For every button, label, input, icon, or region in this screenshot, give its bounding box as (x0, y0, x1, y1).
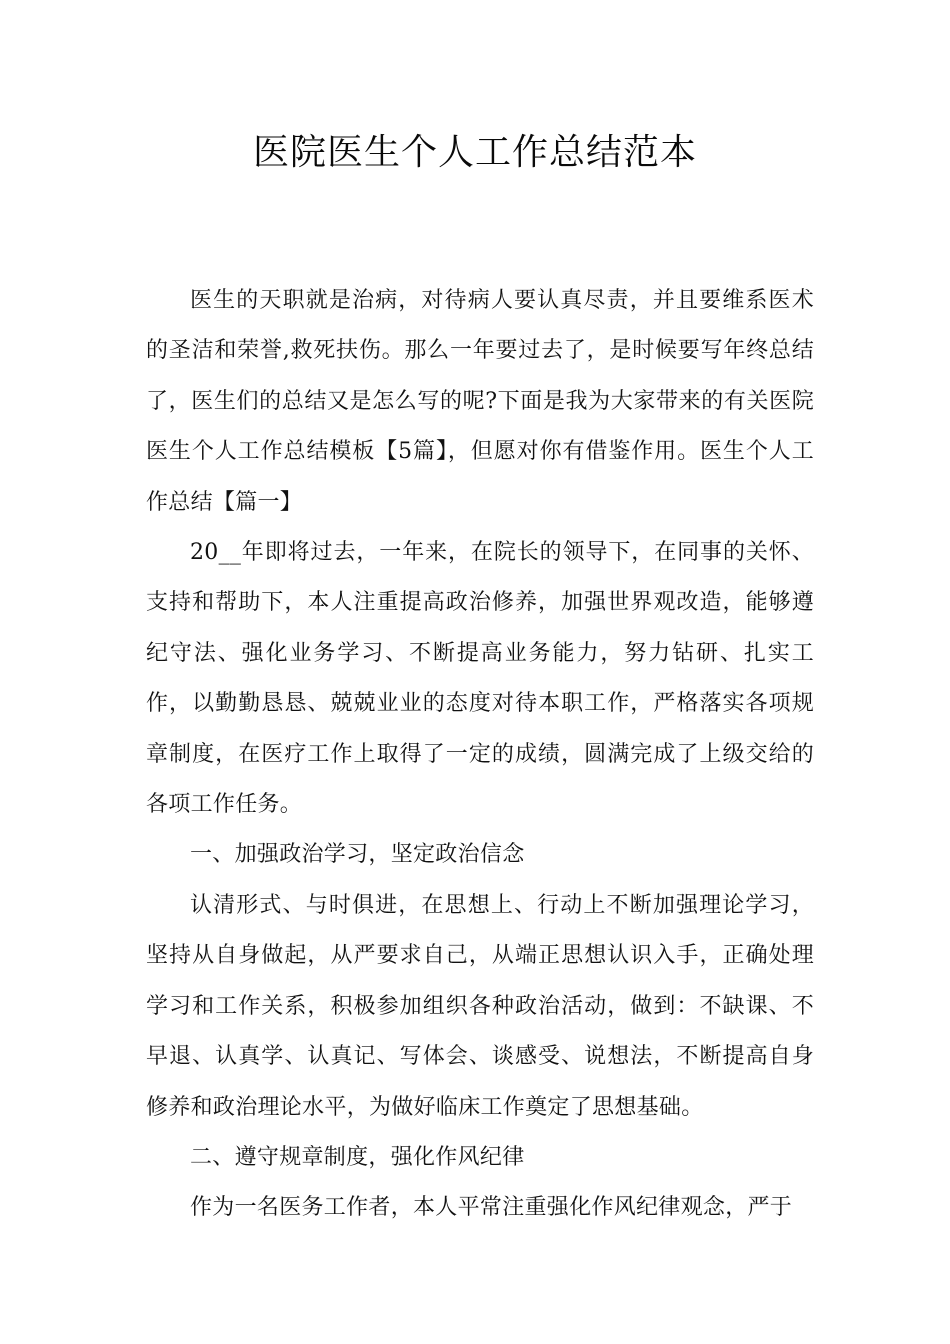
section-heading-rules-discipline: 二、遵守规章制度，强化作风纪律 (190, 1144, 525, 1170)
document-title: 医院医生个人工作总结范本 (252, 132, 697, 173)
paragraph-political-study: 认清形式、与时俱进，在思想上、行动上不断加强理论学习，坚持从自身做起，从严要求自己，从端正思想认识入手，正确处理学习和工作关系，积极参加组织各种政治活动，做到：不缺课、不早退、认真学、认真记、写体会、谈感受、说想法，不断提高自身修养和政治理论水平，为做好临床工作奠定了思想基础。 (146, 892, 814, 1120)
document-body (146, 276, 814, 1234)
paragraph-rules-discipline: 作为一名医务工作者，本人平常注重强化作风纪律观念，严于 (190, 1195, 793, 1221)
section-heading-political-study: 一、加强政治学习，坚定政治信念 (190, 842, 525, 868)
paragraph-intro: 医生的天职就是治病，对待病人要认真尽责，并且要维系医术的圣洁和荣誉,救死扶伤。那么一年要过去了，是时候要写年终总结了，医生们的总结又是怎么写的呢?下面是我为大家带来的有关医院医生个人工作总结模板【5篇】，但愿对你有借鉴作用。医生个人工作总结【篇一】 (146, 288, 814, 515)
paragraph-summary: 20__年即将过去，一年来，在院长的领导下，在同事的关怀、支持和帮助下，本人注重提高政治修养，加强世界观改造，能够遵纪守法、强化业务学习、不断提高业务能力，努力钻研、扎实工作，以勤勤恳恳、兢兢业业的态度对待本职工作，严格落实各项规章制度，在医疗工作上取得了一定的成绩，圆满完成了上级交给的各项工作任务。 (146, 540, 814, 818)
